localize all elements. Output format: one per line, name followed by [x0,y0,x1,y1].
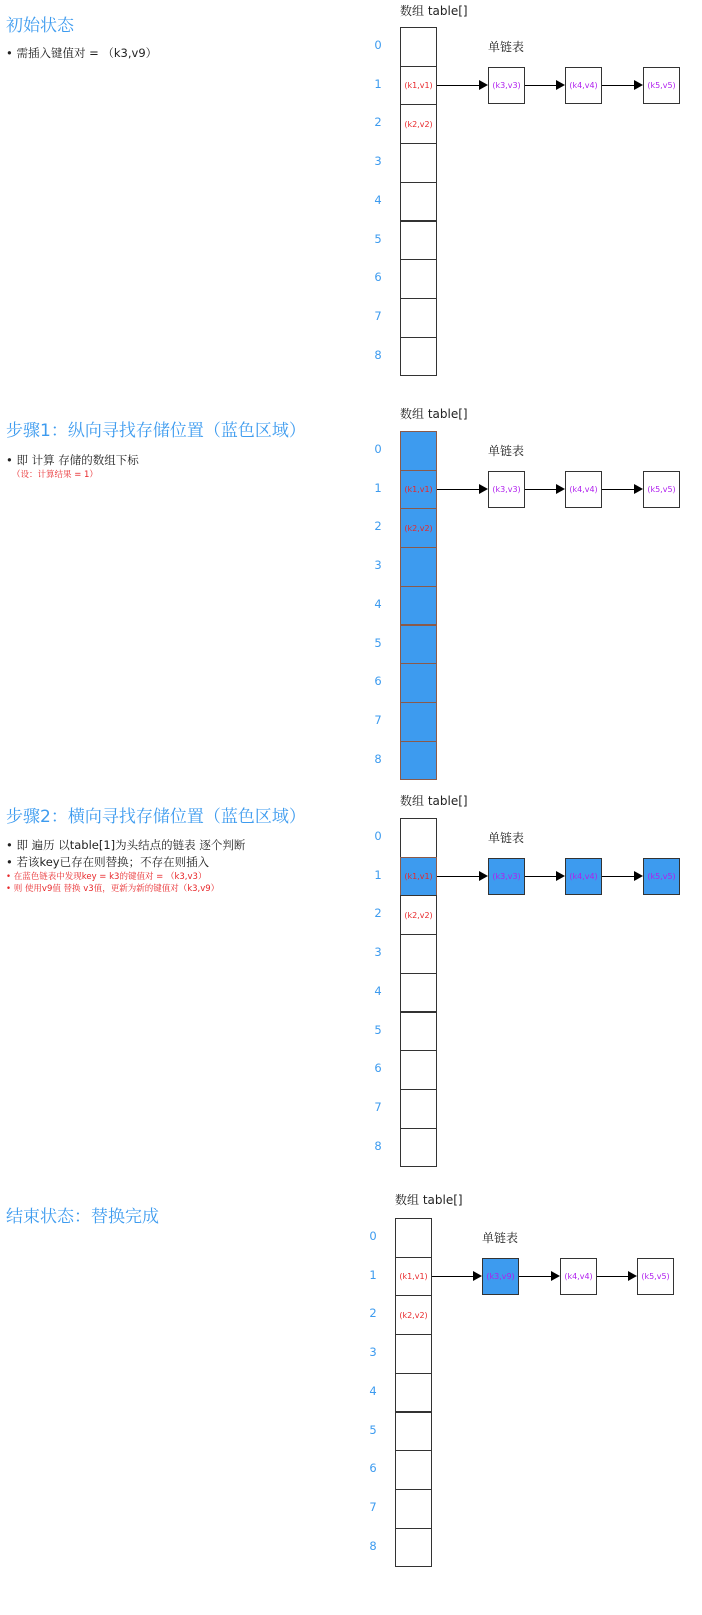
array-cell [400,1128,437,1168]
arrow-icon [432,1271,482,1281]
list-node: (k5,v5) [637,1258,674,1295]
array-cell [400,27,437,67]
array-cell [395,1528,432,1568]
arrow-head-icon [556,871,565,881]
array-cell [395,1373,432,1413]
array-cell: (k1,v1) [400,66,437,106]
array-cell: (k2,v2) [400,895,437,935]
arrow-line [602,489,635,490]
arrow-head-icon [551,1271,560,1281]
arrow-head-icon [634,871,643,881]
arrow-head-icon [479,871,488,881]
array-index: 6 [369,1461,377,1476]
arrow-line [519,1276,552,1277]
array-index: 2 [374,906,382,921]
array-index: 0 [374,38,382,52]
array-index: 8 [369,1538,377,1553]
array-cell [400,1089,437,1129]
array-index: 3 [374,154,382,169]
array-index: 3 [374,945,382,960]
array-cell [400,298,437,338]
arrow-head-icon [479,484,488,494]
array-cell [395,1218,432,1258]
arrow-icon [597,1271,637,1281]
array-index: 2 [374,519,382,534]
list-node: (k4,v4) [565,858,602,895]
arrow-head-icon [634,484,643,494]
table-label: 数组 table[] [395,1193,463,1207]
bullet-line: • 若该key已存在则替换；不存在则插入 [6,855,210,869]
array-cell [400,337,437,377]
array-cell: (k2,v2) [400,104,437,144]
arrow-icon [519,1271,560,1281]
linked-list-label: 单链表 [488,831,525,845]
array-index: 7 [374,712,382,727]
array-cell [395,1334,432,1374]
array-cell: (k1,v1) [400,470,437,510]
array-cell [400,973,437,1013]
table-label: 数组 table[] [400,4,468,18]
array-cell [395,1489,432,1529]
list-node: (k5,v5) [643,858,680,895]
panel-title: 结束状态：替换完成 [6,1207,159,1227]
array-cell [400,702,437,742]
array-index: 7 [369,1499,377,1514]
array-cell [400,143,437,183]
bullet-list [6,837,245,895]
array-index: 4 [374,983,382,998]
array-index: 6 [374,1061,382,1076]
bullet-list [6,452,139,481]
arrow-line [437,85,480,86]
arrow-icon [525,80,565,90]
array-index: 6 [374,270,382,285]
arrow-icon [437,871,488,881]
arrow-icon [525,484,565,494]
arrow-head-icon [556,80,565,90]
arrow-line [432,1276,474,1277]
note-line: • 在蓝色链表中发现key = k3的键值对 = （k3,v3） [6,872,207,882]
list-node: (k4,v4) [565,471,602,508]
table-label: 数组 table[] [400,794,468,808]
array-cell [400,259,437,299]
arrow-icon [437,80,488,90]
arrow-icon [602,484,643,494]
array-cell [400,625,437,665]
array-cell [400,182,437,222]
array-cell: (k1,v1) [400,857,437,897]
list-node: (k4,v4) [565,67,602,104]
array-index: 1 [374,867,382,882]
arrow-head-icon [479,80,488,90]
array-cell: (k1,v1) [395,1257,432,1297]
arrow-icon [525,871,565,881]
arrow-icon [602,80,643,90]
arrow-head-icon [634,80,643,90]
array-index: 1 [374,76,382,91]
bullet-line: • 即 计算 存储的数组下标 [6,453,139,467]
array-index: 8 [374,1138,382,1153]
array-index: 4 [369,1383,377,1398]
arrow-icon [602,871,643,881]
array-index: 4 [374,596,382,611]
bullet-list [6,45,157,62]
array-index: 1 [374,480,382,495]
array-index: 7 [374,1099,382,1114]
arrow-line [437,876,480,877]
list-node: (k5,v5) [643,471,680,508]
array-cell [400,818,437,858]
array-cell: (k2,v2) [400,508,437,548]
arrow-line [597,1276,629,1277]
array-index: 0 [374,442,382,456]
arrow-head-icon [628,1271,637,1281]
array-cell [400,221,437,261]
arrow-line [525,85,557,86]
array-cell [400,934,437,974]
array-cell [400,663,437,703]
list-node: (k3,v3) [488,858,525,895]
array-index: 0 [369,1229,377,1243]
array-index: 2 [374,115,382,130]
array-index: 5 [374,231,382,246]
arrow-line [602,85,635,86]
array-index: 6 [374,674,382,689]
arrow-line [525,876,557,877]
panel-title: 初始状态 [6,16,74,36]
list-node: (k4,v4) [560,1258,597,1295]
array-cell [400,431,437,471]
array-index: 1 [369,1267,377,1282]
list-node: (k3,v3) [488,67,525,104]
array-cell [400,586,437,626]
linked-list-label: 单链表 [488,40,525,54]
array-index: 5 [374,635,382,650]
panel-title: 步骤1：纵向寻找存储位置（蓝色区域） [6,421,306,441]
list-node: (k3,v3) [488,471,525,508]
array-index: 0 [374,829,382,843]
arrow-head-icon [556,484,565,494]
arrow-icon [437,484,488,494]
array-cell [395,1412,432,1452]
array-cell [400,1050,437,1090]
array-index: 4 [374,192,382,207]
list-node: (k3,v9) [482,1258,519,1295]
array-index: 3 [374,558,382,573]
list-node: (k5,v5) [643,67,680,104]
array-cell [400,1012,437,1052]
array-cell [400,547,437,587]
array-index: 3 [369,1345,377,1360]
array-index: 7 [374,308,382,323]
note-line: • 则 使用v9值 替换 v3值，更新为新的键值对（k3,v9） [6,884,220,894]
arrow-line [525,489,557,490]
note-line: （设：计算结果 = 1） [12,470,98,480]
array-index: 8 [374,751,382,766]
array-index: 5 [374,1022,382,1037]
array-index: 5 [369,1422,377,1437]
array-cell: (k2,v2) [395,1295,432,1335]
arrow-line [437,489,480,490]
bullet-line: • 即 遍历 以table[1]为头结点的链表 逐个判断 [6,838,246,852]
table-label: 数组 table[] [400,407,468,421]
array-index: 2 [369,1306,377,1321]
arrow-line [602,876,635,877]
bullet-line: • 需插入键值对 = （k3,v9） [6,46,158,60]
panel-title: 步骤2：横向寻找存储位置（蓝色区域） [6,807,306,827]
linked-list-label: 单链表 [488,444,525,458]
arrow-head-icon [473,1271,482,1281]
array-cell [400,741,437,781]
array-index: 8 [374,347,382,362]
array-cell [395,1450,432,1490]
linked-list-label: 单链表 [482,1231,519,1245]
